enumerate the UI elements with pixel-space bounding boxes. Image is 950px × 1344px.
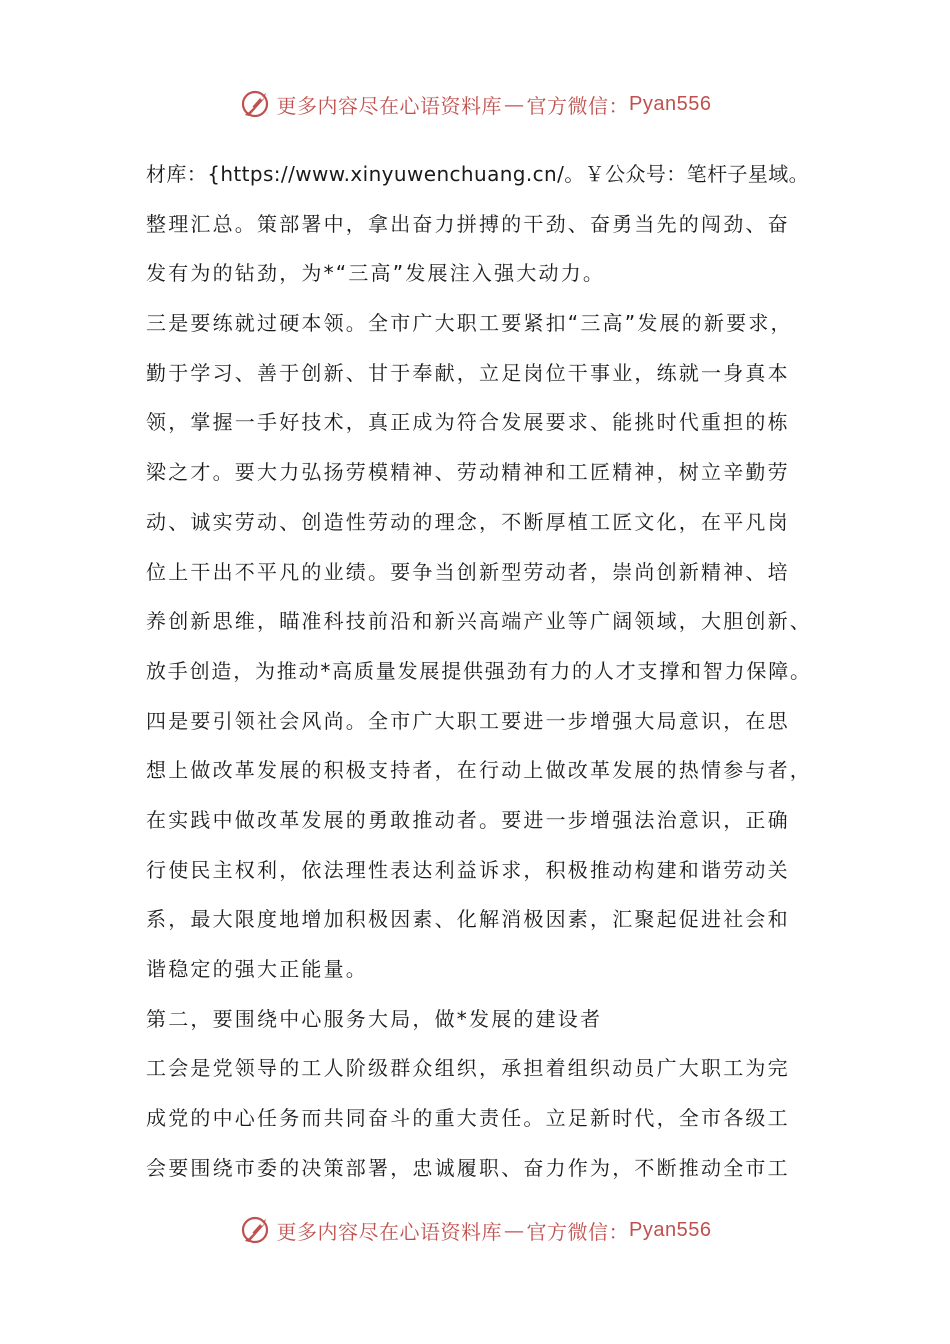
text-line: 想上做改革发展的积极支持者，在行动上做改革发展的热情参与者，	[146, 758, 812, 783]
banner-wechat-label: 官方微信：	[526, 93, 630, 118]
footer-banner	[0, 1210, 950, 1250]
pen-nib-logo-icon	[239, 87, 273, 121]
banner-dash: —	[504, 1218, 525, 1242]
text-line: 谐稳定的强大正能量。	[146, 957, 368, 981]
text-line: 四是要引领社会风尚。全市广大职工要进一步增强大局意识，在思	[146, 708, 790, 733]
banner-main-text: 更多内容尽在心语资料库	[276, 93, 503, 118]
text-line: 养创新思维，瞄准科技前沿和新兴高端产业等广阔领域，大胆创新、	[146, 609, 812, 634]
document-body	[146, 150, 816, 1193]
text-line: 领，掌握一手好技术，真正成为符合发展要求、能挑时代重担的栋	[146, 410, 790, 435]
banner-dash: —	[504, 92, 525, 116]
text-line: 发有为的钻劲，为*“三高”发展注入强大动力。	[146, 261, 606, 286]
banner-wechat-id: Pyan556	[629, 1218, 712, 1241]
text-line: 整理汇总。策部署中，拿出奋力拼搏的干劲、奋勇当先的闯劲、奋	[146, 211, 790, 236]
banner-wechat-label: 官方微信：	[526, 1219, 630, 1244]
text-line: 工会是党领导的工人阶级群众组织，承担着组织动员广大职工为完	[146, 1056, 790, 1081]
text-line: 三是要练就过硬本领。全市广大职工要紧扣“三高”发展的新要求，	[146, 311, 793, 336]
text-line: 在实践中做改革发展的勇敢推动者。要进一步增强法治意识，正确	[146, 807, 790, 832]
text-line: 会要围绕市委的决策部署，忠诚履职、奋力作为，不断推动全市工	[146, 1155, 790, 1180]
section-heading: 第二，要围绕中心服务大局，做*发展的建设者	[146, 1006, 603, 1031]
banner-main-text: 更多内容尽在心语资料库	[276, 1219, 503, 1244]
text-line: 勤于学习、善于创新、甘于奉献，立足岗位干事业，练就一身真本	[146, 360, 790, 385]
text-line: 动、诚实劳动、创造性劳动的理念，不断厚植工匠文化，在平凡岗	[146, 509, 790, 534]
text-line: 材库：{https://www.xinyuwenchuang.cn/。￥公众号：笔杆子星域。	[146, 162, 810, 186]
pen-nib-logo-icon	[239, 1213, 273, 1247]
text-line: 行使民主权利，依法理性表达利益诉求，积极推动构建和谐劳动关	[146, 857, 790, 882]
text-line: 成党的中心任务而共同奋斗的重大责任。立足新时代，全市各级工	[146, 1106, 790, 1131]
banner-wechat-id: Pyan556	[629, 92, 712, 115]
text-line: 系，最大限度地增加积极因素、化解消极因素，汇聚起促进社会和	[146, 907, 790, 932]
text-line: 放手创造，为推动*高质量发展提供强劲有力的人才支撑和智力保障。	[146, 658, 812, 683]
text-line: 位上干出不平凡的业绩。要争当创新型劳动者，崇尚创新精神、培	[146, 559, 790, 584]
text-line: 梁之才。要大力弘扬劳模精神、劳动精神和工匠精神，树立辛勤劳	[146, 460, 790, 485]
header-banner	[0, 84, 950, 124]
